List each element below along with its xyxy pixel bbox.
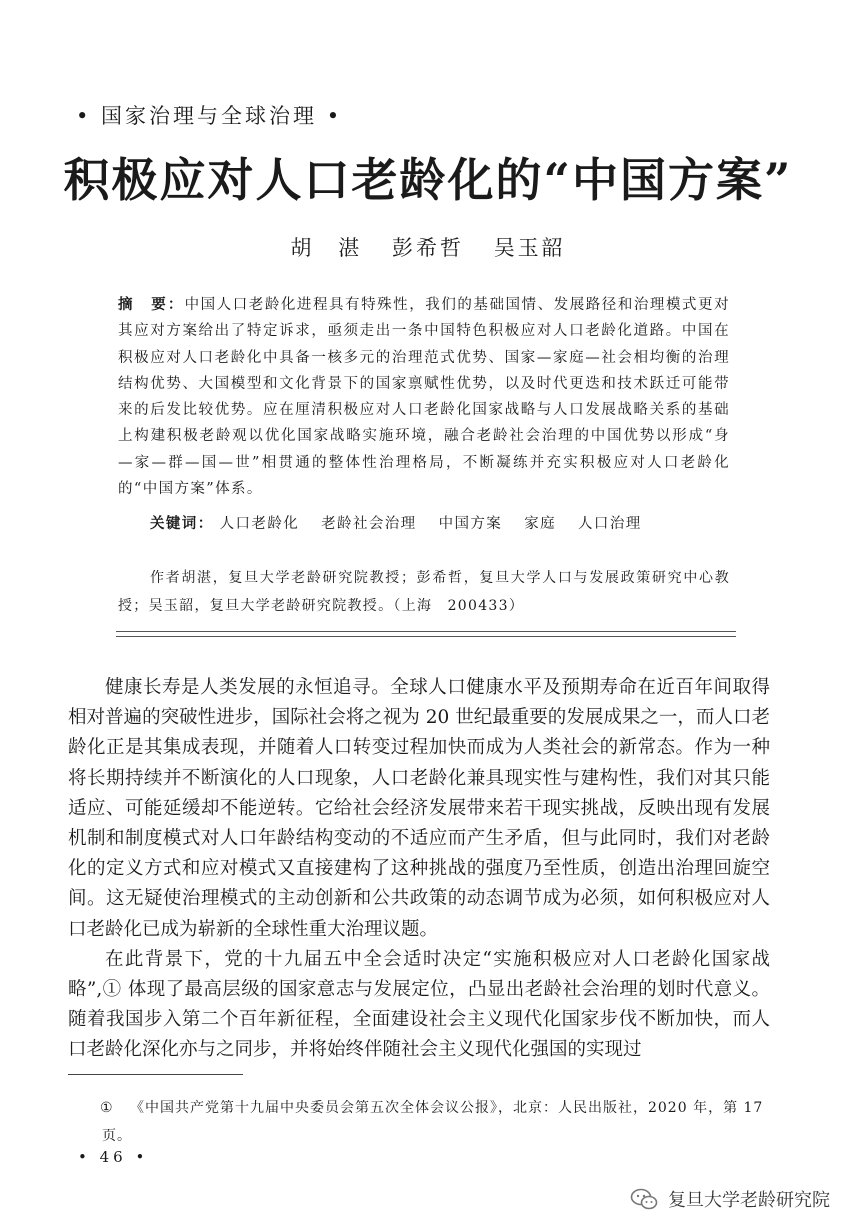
keyword: 人口治理 [578, 516, 642, 532]
keyword: 老龄社会治理 [321, 516, 417, 532]
keywords-label: 关键词： [150, 516, 214, 532]
author-affiliation: 作者胡湛，复旦大学老龄研究院教授；彭希哲，复旦大学人口与发展政策研究中心教授；吴玉韶，复旦大学老龄研究院教授。（上海 200433） [118, 570, 730, 614]
author-name: 吴玉韶 [493, 236, 566, 260]
body-paragraph: 在此背景下，党的十九届五中全会适时决定“实施积极应对人口老龄化国家战略”,① 体现了最高层级的国家意志与发展定位，凸显出老龄社会治理的划时代意义。随着我国步入第二个百年新征程，全面建设社会主义现代化国家步伐不断加快，而人口老龄化深化亦与之同步，并将始终伴随社会主义现代化强国的实现过 [68, 948, 770, 1061]
keyword: 中国方案 [438, 516, 503, 532]
wechat-icon [630, 1188, 658, 1210]
body-paragraph: 健康长寿是人类发展的永恒追寻。全球人口健康水平及预期寿命在近百年间取得相对普遍的突破性进步，国际社会将之视为 20 世纪最重要的发展成果之一，而人口老龄化正是其集成表现，并随着人口转变过程加快而成为人类社会的新常态。作为一种将长期持续并不断演化的人口现象，人口老龄化兼具现实性与建构性，我们对其只能适应、可能延缓却不能逆转。它给社会经济发展带来若干现实挑战，反映出现有发展机制和制度模式对人口年龄结构变动的不适应而产生矛盾，但与此同时，我们对老龄化的定义方式和应对模式又直接建构了这种挑战的强度乃至性质，创造出治理回旋空间。这无疑使治理模式的主动创新和公共政策的动态调节成为必须，如何积极应对人口老龄化已成为崭新的全球性重大治理议题。 [68, 677, 770, 940]
footnote [102, 1094, 774, 1150]
section-label: • 国家治理与全球治理 • [76, 104, 343, 128]
divider-rule [116, 631, 736, 632]
footnote-divider [68, 1074, 243, 1075]
footnote-text: 《中国共产党第十九届中央委员会第五次全体会议公报》，北京：人民出版社，2020 年，第 17 页。 [102, 1100, 764, 1144]
watermark [630, 1186, 830, 1212]
author-name: 胡 湛 [290, 236, 363, 260]
watermark-text: 复旦大学老龄研究院 [668, 1190, 830, 1211]
keywords [150, 512, 730, 533]
page-number: • 46 • [78, 1148, 149, 1166]
author-list [0, 232, 856, 262]
author-name: 彭希哲 [392, 236, 464, 260]
footnote-mark: ① [100, 1100, 114, 1116]
article-title: 积极应对人口老龄化的“中国方案” [63, 153, 793, 207]
abstract-label: 摘 要： [118, 297, 185, 313]
keyword: 家庭 [524, 516, 556, 532]
abstract [118, 292, 730, 502]
keyword: 人口老龄化 [219, 516, 300, 532]
divider-rule [116, 636, 736, 637]
abstract-text: 中国人口老龄化进程具有特殊性，我们的基础国情、发展路径和治理模式更对其应对方案给出了特定诉求，亟须走出一条中国特色积极应对人口老龄化道路。中国在积极应对人口老龄化中具备一核多元的治理范式优势、国家—家庭—社会相均衡的治理结构优势、大国模型和文化背景下的国家禀赋性优势，以及时代更迭和技术跃迁可能带来的后发比较优势。应在厘清积极应对人口老龄化国家战略与人口发展战略关系的基础上构建积极老龄观以优化国家战略实施环境，融合老龄社会治理的中国优势以形成“身—家—群—国—世”相贯通的整体性治理格局，不断凝练并充实积极应对人口老龄化的“中国方案”体系。 [118, 297, 730, 498]
body-text [68, 673, 770, 1066]
